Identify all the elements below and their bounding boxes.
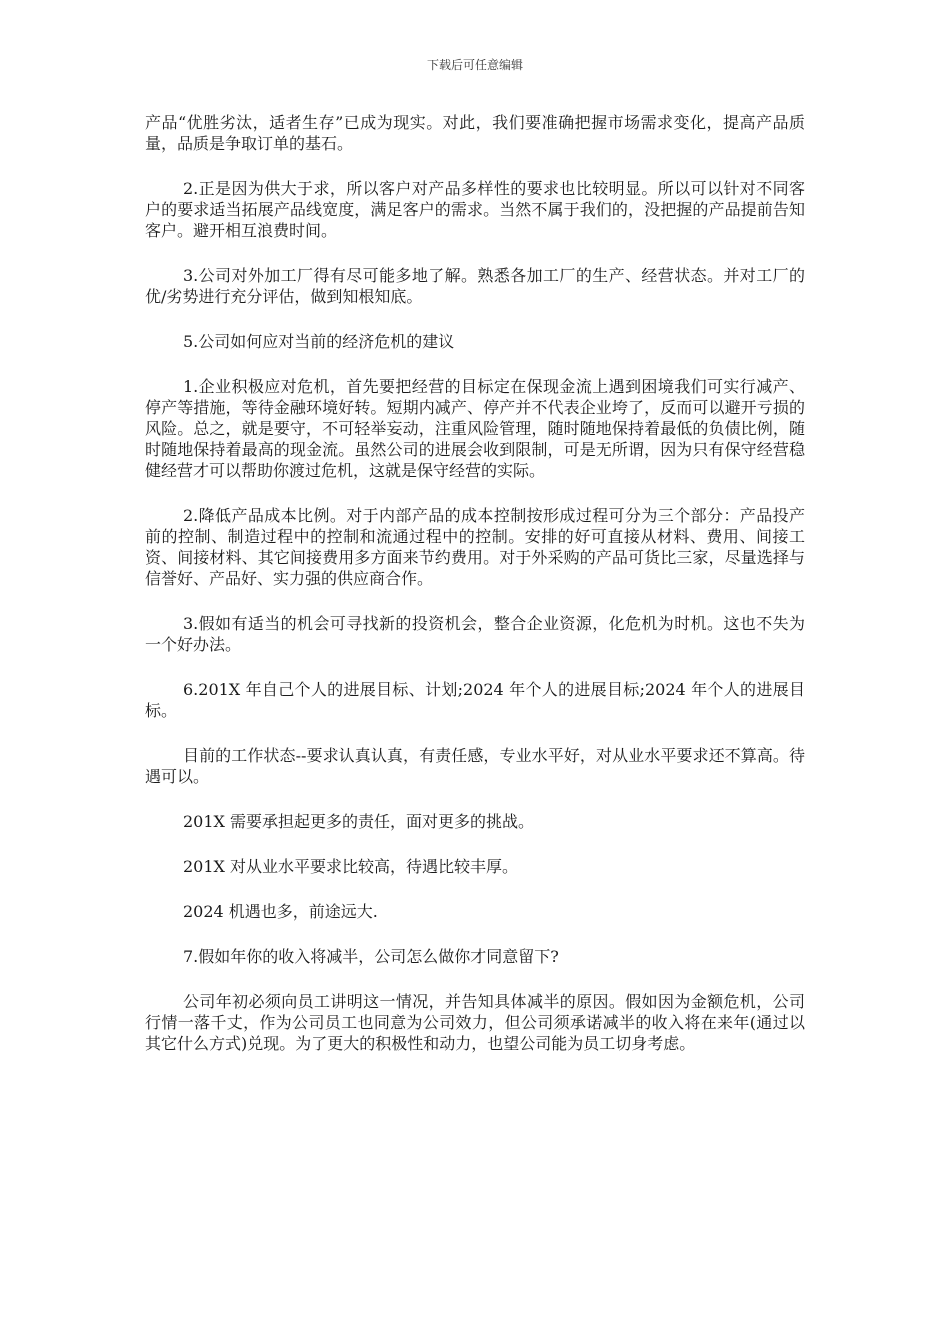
paragraph: 1.企业积极应对危机，首先要把经营的目标定在保现金流上遇到困境我们可实行减产、停产等措施，等待金融环境好转。短期内减产、停产并不代表企业垮了，反而可以避开亏损的风险。总之，就是要守，不可轻举妄动，注重风险管理，随时随地保持着最低的负债比例，随时随地保持着最高的现金流。虽然公司的进展会收到限制，可是无所谓，因为只有保守经营稳健经营才可以帮助你渡过危机，这就是保守经营的实际。	[145, 377, 805, 480]
document-body	[145, 112, 805, 1078]
paragraph: 2024 机遇也多，前途远大.	[183, 902, 378, 921]
paragraph: 目前的工作状态--要求认真认真，有责任感，专业水平好，对从业水平要求还不算高。待遇可以。	[145, 746, 805, 786]
paragraph: 7.假如年你的收入将减半，公司怎么做你才同意留下?	[183, 947, 559, 966]
paragraph: 5.公司如何应对当前的经济危机的建议	[183, 332, 455, 351]
paragraph: 2.降低产品成本比例。对于内部产品的成本控制按形成过程可分为三个部分：产品投产前的控制、制造过程中的控制和流通过程中的控制。安排的好可直接从材料、费用、间接工资、间接材料、其它间接费用多方面来节约费用。对于外采购的产品可货比三家，尽量选择与信誉好、产品好、实力强的供应商合作。	[145, 506, 805, 588]
page-header: 下载后可任意编辑	[426, 58, 523, 72]
paragraph: 6.201X 年自己个人的进展目标、计划;2024 年个人的进展目标;2024 年个人的进展目标。	[145, 680, 805, 720]
paragraph: 产品“优胜劣汰，适者生存”已成为现实。对此，我们要准确把握市场需求变化，提高产品质量，品质是争取订单的基石。	[145, 113, 805, 153]
paragraph: 3.公司对外加工厂得有尽可能多地了解。熟悉各加工厂的生产、经营状态。并对工厂的优/劣势进行充分评估，做到知根知底。	[145, 266, 805, 306]
paragraph: 201X 对从业水平要求比较高，待遇比较丰厚。	[183, 857, 519, 876]
paragraph: 2.正是因为供大于求，所以客户对产品多样性的要求也比较明显。所以可以针对不同客户的要求适当拓展产品线宽度，满足客户的需求。当然不属于我们的，没把握的产品提前告知客户。避开相互浪费时间。	[145, 179, 805, 240]
paragraph: 3.假如有适当的机会可寻找新的投资机会，整合企业资源，化危机为时机。这也不失为一个好办法。	[145, 614, 805, 654]
paragraph: 201X 需要承担起更多的责任，面对更多的挑战。	[183, 812, 535, 831]
paragraph: 公司年初必须向员工讲明这一情况，并告知具体减半的原因。假如因为金额危机，公司行情一落千丈，作为公司员工也同意为公司效力，但公司须承诺减半的收入将在来年(通过以其它什么方式)兑现。为了更大的积极性和动力，也望公司能为员工切身考虑。	[145, 992, 805, 1053]
